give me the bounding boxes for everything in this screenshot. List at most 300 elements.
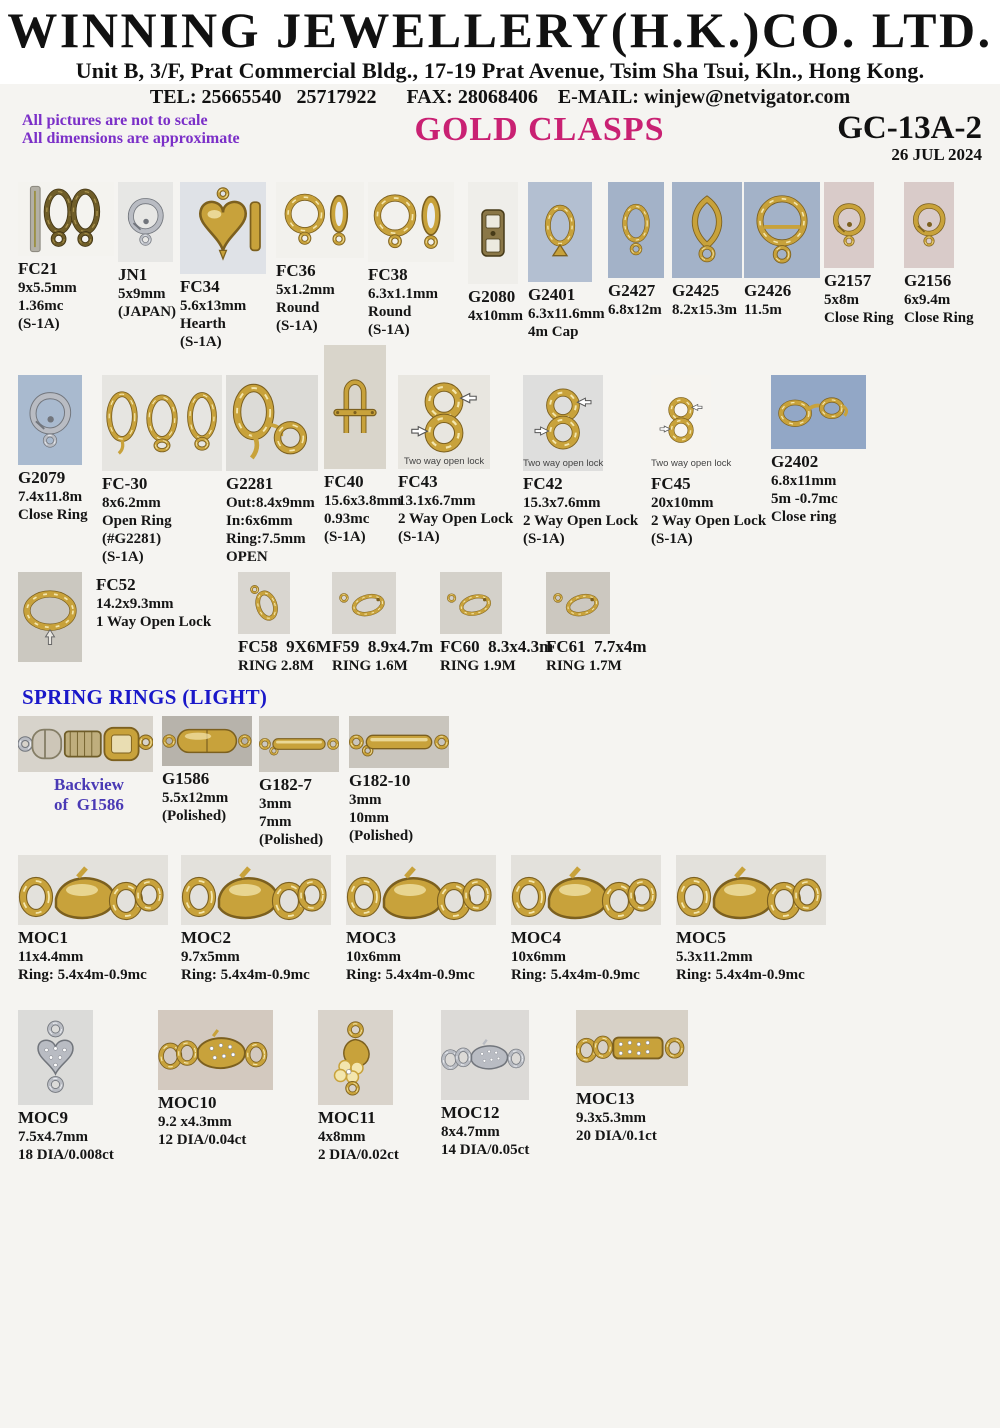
product-label bbox=[771, 449, 891, 526]
product-card-G2156 bbox=[904, 182, 982, 327]
product-photo bbox=[158, 1010, 273, 1090]
product-code: MOC4 bbox=[511, 928, 562, 947]
product-spec-line: Ring: 5.4x4m-0.9mc bbox=[676, 967, 805, 983]
product-spec-line: 11x4.4mm bbox=[18, 949, 84, 965]
product-spec-line: 20x10mm bbox=[651, 495, 714, 511]
product-spec-line: 4m Cap bbox=[528, 324, 579, 340]
product-photo bbox=[440, 572, 502, 634]
product-spec-line: RING 1.6M bbox=[332, 658, 408, 674]
note-line-1: All pictures are not to scale bbox=[22, 112, 208, 129]
barrel-icon bbox=[259, 716, 339, 772]
product-label bbox=[162, 766, 257, 825]
product-spec-line: Close ring bbox=[771, 509, 837, 525]
fig8-icon bbox=[651, 375, 732, 471]
product-code: G2156 bbox=[904, 271, 952, 290]
product-photo bbox=[523, 375, 603, 471]
product-card-FC60 bbox=[440, 572, 554, 675]
photo-caption: Two way open lock bbox=[523, 458, 604, 469]
product-card-MOC2 bbox=[181, 855, 346, 984]
product-card-G1586 bbox=[162, 716, 257, 825]
product-spec-line: 3mm bbox=[259, 796, 292, 812]
product-photo bbox=[18, 1010, 93, 1105]
product-code: G182-10 bbox=[349, 771, 411, 790]
product-spec-line: 5.3x11.2mm bbox=[676, 949, 753, 965]
product-label bbox=[440, 634, 554, 675]
product-card-G2401 bbox=[528, 182, 608, 341]
barrel-icon bbox=[349, 716, 449, 768]
product-photo bbox=[608, 182, 664, 278]
product-label bbox=[180, 274, 276, 351]
product-card-FC34 bbox=[180, 182, 276, 351]
product-photo bbox=[18, 375, 82, 465]
product-photo bbox=[18, 716, 153, 772]
product-spec-line: 7.5x4.7mm bbox=[18, 1129, 88, 1145]
product-code: FC52 bbox=[96, 575, 136, 594]
product-label bbox=[368, 262, 468, 339]
product-card-FC61 bbox=[546, 572, 647, 675]
round2-icon bbox=[368, 182, 454, 262]
ovalloop-icon bbox=[608, 182, 664, 278]
product-spec-line: Round bbox=[368, 304, 412, 320]
smallovh-icon bbox=[332, 572, 396, 634]
product-code: FC21 bbox=[18, 259, 58, 278]
note-line-2: All dimensions are approximate bbox=[22, 130, 240, 147]
product-spec-line: 14.2x9.3mm bbox=[96, 596, 174, 612]
product-card-FC21 bbox=[18, 182, 118, 333]
product-card-G2157 bbox=[824, 182, 904, 327]
photo-caption: Two way open lock bbox=[651, 458, 732, 469]
product-code: FC61 7.7x4m bbox=[546, 637, 647, 656]
product-spec-line: Close Ring bbox=[18, 507, 88, 523]
product-photo bbox=[276, 182, 364, 258]
product-code: FC36 bbox=[276, 261, 316, 280]
product-card-MOC11 bbox=[318, 1010, 441, 1164]
smallov-icon bbox=[238, 572, 290, 634]
product-label bbox=[96, 572, 211, 662]
product-spec-line: 13.1x6.7mm bbox=[398, 493, 476, 509]
lobrings-icon bbox=[676, 855, 826, 925]
product-spec-line: (S-1A) bbox=[324, 529, 366, 545]
product-label bbox=[511, 925, 676, 984]
product-photo bbox=[181, 855, 331, 925]
product-card-MOC9 bbox=[18, 1010, 158, 1164]
product-spec-line: Ring: 5.4x4m-0.9mc bbox=[18, 967, 147, 983]
product-photo bbox=[441, 1010, 529, 1100]
product-spec-line: (S-1A) bbox=[102, 549, 144, 565]
product-spec-line: 6.8x11mm bbox=[771, 473, 837, 489]
product-label bbox=[276, 258, 368, 335]
product-card-G2079 bbox=[18, 375, 102, 524]
product-code: FC34 bbox=[180, 277, 220, 296]
product-spec-line: 10x6mm bbox=[511, 949, 566, 965]
product-photo bbox=[332, 572, 396, 634]
marquise-icon bbox=[672, 182, 742, 278]
product-photo bbox=[528, 182, 592, 282]
product-spec-line: (S-1A) bbox=[368, 322, 410, 338]
product-spec-line: OPEN bbox=[226, 549, 268, 565]
product-code: JN1 bbox=[118, 265, 148, 284]
product-spec-line: (Polished) bbox=[259, 832, 324, 848]
product-spec-line: RING 1.7M bbox=[546, 658, 622, 674]
product-photo bbox=[349, 716, 449, 768]
company-name: WINNING JEWELLERY(H.K.)CO. LTD. bbox=[7, 2, 993, 58]
product-card-MOC10 bbox=[158, 1010, 318, 1149]
product-card-G182-10 bbox=[349, 716, 454, 845]
product-row-moc-1 bbox=[18, 855, 1000, 984]
product-spec-line: (S-1A) bbox=[18, 316, 60, 332]
product-spec-line: 15.3x7.6mm bbox=[523, 495, 601, 511]
product-card-G182-7 bbox=[259, 716, 347, 849]
product-code: MOC10 bbox=[158, 1093, 217, 1112]
product-label bbox=[744, 278, 824, 319]
product-code: G2401 bbox=[528, 285, 576, 304]
product-spec-line: 14 DIA/0.05ct bbox=[441, 1142, 530, 1158]
product-label bbox=[181, 925, 346, 984]
product-card-backview bbox=[18, 716, 160, 815]
page-title: GOLD CLASPS bbox=[414, 111, 665, 148]
product-spec-line: 5.6x13mm bbox=[180, 298, 247, 314]
product-code: F59 8.9x4.7m bbox=[332, 637, 434, 656]
product-spec-line: 2 Way Open Lock bbox=[651, 513, 767, 529]
product-photo bbox=[676, 855, 826, 925]
pavelob-icon bbox=[158, 1010, 273, 1090]
product-card-G2427 bbox=[608, 182, 672, 319]
product-spec-line: 9.7x5mm bbox=[181, 949, 240, 965]
product-photo bbox=[324, 345, 386, 469]
product-code: FC42 bbox=[523, 474, 563, 493]
product-spec-line: 2 Way Open Lock bbox=[398, 511, 514, 527]
ear3-icon bbox=[102, 375, 222, 471]
product-card-MOC13 bbox=[576, 1010, 696, 1145]
product-spec-line: 8x6.2mm bbox=[102, 495, 161, 511]
product-spec-line: 5.5x12mm bbox=[162, 790, 229, 806]
flowerlob-icon bbox=[318, 1010, 393, 1105]
product-label bbox=[324, 469, 402, 546]
product-card-JN1 bbox=[118, 182, 180, 321]
ovalbail-icon bbox=[528, 182, 592, 282]
lobster-icon bbox=[824, 182, 874, 268]
product-spec-line: 5m -0.7mc bbox=[771, 491, 838, 507]
product-spec-line: (JAPAN) bbox=[118, 304, 177, 320]
product-row-spring-rings bbox=[18, 716, 1000, 849]
product-photo bbox=[226, 375, 318, 471]
bar-icon bbox=[468, 182, 518, 284]
product-label bbox=[904, 268, 982, 327]
product-card-FC43 bbox=[398, 375, 523, 546]
product-card-FC38 bbox=[368, 182, 468, 339]
product-spec-line: 3mm bbox=[349, 792, 382, 808]
product-card-FC-30 bbox=[102, 375, 226, 566]
boxclasp-icon bbox=[162, 716, 252, 766]
toggle-icon bbox=[324, 345, 386, 469]
product-spec-line: 0.93mc bbox=[324, 511, 370, 527]
product-label bbox=[528, 282, 608, 341]
product-spec-line: (#G2281) bbox=[102, 531, 162, 547]
product-row-2 bbox=[18, 375, 1000, 566]
product-spec-line: Ring: 5.4x4m-0.9mc bbox=[346, 967, 475, 983]
product-photo bbox=[546, 572, 610, 634]
product-label bbox=[523, 471, 651, 548]
product-code: MOC3 bbox=[346, 928, 397, 947]
ear2-icon bbox=[226, 375, 318, 471]
product-spec-line: 12 DIA/0.04ct bbox=[158, 1132, 247, 1148]
company-address: Unit B, 3/F, Prat Commercial Bldg., 17-19 Prat Avenue, Tsim Sha Tsui, Kln., Hong Kong. bbox=[75, 58, 925, 83]
product-label bbox=[332, 634, 434, 675]
product-code: G2402 bbox=[771, 452, 819, 471]
product-card-MOC3 bbox=[346, 855, 511, 984]
product-spec-line: Open Ring bbox=[102, 513, 172, 529]
product-card-G2080 bbox=[468, 182, 528, 325]
product-label bbox=[672, 278, 744, 319]
product-code: G2080 bbox=[468, 287, 516, 306]
product-spec-line: 7.4x11.8m bbox=[18, 489, 83, 505]
product-photo bbox=[468, 182, 518, 284]
product-spec-line: RING 1.9M bbox=[440, 658, 516, 674]
product-label bbox=[102, 471, 226, 566]
product-spec-line: 6.3x1.1mm bbox=[368, 286, 438, 302]
product-spec-line: 6.8x12m bbox=[608, 302, 662, 318]
product-card-G2402 bbox=[771, 375, 891, 526]
product-photo bbox=[672, 182, 742, 278]
product-spec-line: 2 Way Open Lock bbox=[523, 513, 639, 529]
product-spec-line: 10x6mm bbox=[346, 949, 401, 965]
lobrings-icon bbox=[181, 855, 331, 925]
lobster-icon bbox=[118, 182, 173, 262]
page-header bbox=[0, 0, 1000, 84]
product-photo bbox=[180, 182, 266, 274]
product-spec-line: 1.36mc bbox=[18, 298, 64, 314]
product-code: MOC2 bbox=[181, 928, 232, 947]
product-spec-line: Ring: 5.4x4m-0.9mc bbox=[181, 967, 310, 983]
product-spec-line: 1 Way Open Lock bbox=[96, 614, 212, 630]
product-label bbox=[18, 1105, 158, 1164]
product-photo bbox=[368, 182, 454, 262]
product-spec-line: 15.6x3.8mm bbox=[324, 493, 402, 509]
section-heading-spring-rings: SPRING RINGS (LIGHT) bbox=[22, 685, 268, 709]
product-label bbox=[346, 925, 511, 984]
product-card-MOC12 bbox=[441, 1010, 576, 1159]
fig8-icon bbox=[398, 375, 490, 469]
product-spec-line: Close Ring bbox=[904, 310, 974, 326]
product-spec-line: 5x8m bbox=[824, 292, 859, 308]
product-spec-line: 20 DIA/0.1ct bbox=[576, 1128, 657, 1144]
fig8-icon bbox=[523, 375, 603, 471]
product-spec-line: 9.3x5.3mm bbox=[576, 1110, 646, 1126]
product-label bbox=[608, 278, 672, 319]
catalog-body bbox=[0, 182, 1000, 1164]
product-photo bbox=[118, 182, 173, 262]
product-code: G2281 bbox=[226, 474, 274, 493]
paveheart-icon bbox=[18, 1010, 93, 1105]
product-spec-line: Round bbox=[276, 300, 320, 316]
product-spec-line: 5x9mm bbox=[118, 286, 166, 302]
product-spec-line: 8.2x15.3m bbox=[672, 302, 737, 318]
product-spec-line: Close Ring bbox=[824, 310, 894, 326]
product-spec-line: In:6x6mm bbox=[226, 513, 293, 529]
product-label bbox=[259, 772, 347, 849]
product-card-MOC5 bbox=[676, 855, 826, 984]
product-code: MOC11 bbox=[318, 1108, 376, 1127]
product-row-1 bbox=[18, 182, 1000, 351]
product-spec-line: 2 DIA/0.02ct bbox=[318, 1147, 399, 1163]
product-code: FC58 9X6M bbox=[238, 637, 332, 656]
hoops-icon bbox=[18, 182, 114, 256]
smallovh-icon bbox=[440, 572, 502, 634]
boxback-icon bbox=[18, 716, 153, 772]
product-spec-line: (S-1A) bbox=[276, 318, 318, 334]
product-photo bbox=[904, 182, 954, 268]
product-spec-line: Out:8.4x9mm bbox=[226, 495, 315, 511]
product-label bbox=[576, 1086, 696, 1145]
product-spec-line: 5x1.2mm bbox=[276, 282, 335, 298]
product-card-G2281 bbox=[226, 375, 324, 566]
page-code-box bbox=[767, 112, 982, 164]
product-card-MOC4 bbox=[511, 855, 676, 984]
product-label bbox=[676, 925, 826, 984]
smallovh-icon bbox=[546, 572, 610, 634]
product-label bbox=[468, 284, 528, 325]
pavebar-icon bbox=[576, 1010, 688, 1086]
product-photo bbox=[18, 855, 168, 925]
product-spec-line: 6x9.4m bbox=[904, 292, 951, 308]
product-photo bbox=[744, 182, 820, 278]
product-photo bbox=[511, 855, 661, 925]
product-photo bbox=[102, 375, 222, 471]
product-card-FC45 bbox=[651, 375, 771, 548]
product-spec-line: 18 DIA/0.008ct bbox=[18, 1147, 114, 1163]
product-code: FC45 bbox=[651, 474, 691, 493]
product-photo bbox=[18, 182, 114, 256]
page-date: 26 JUL 2024 bbox=[891, 145, 982, 164]
product-code: MOC1 bbox=[18, 928, 69, 947]
product-photo bbox=[162, 716, 252, 766]
lobrings-icon bbox=[346, 855, 496, 925]
product-label bbox=[546, 634, 647, 675]
product-code: FC-30 bbox=[102, 474, 148, 493]
product-spec-line: 7mm bbox=[259, 814, 292, 830]
product-card-F59 bbox=[332, 572, 434, 675]
lobrings-icon bbox=[511, 855, 661, 925]
product-photo bbox=[576, 1010, 688, 1086]
product-code: FC38 bbox=[368, 265, 408, 284]
backview-caption-line: Backview bbox=[54, 775, 124, 794]
product-spec-line: Hearth bbox=[180, 316, 226, 332]
product-spec-line: (S-1A) bbox=[651, 531, 693, 547]
product-code: MOC5 bbox=[676, 928, 727, 947]
product-card-FC52 bbox=[18, 572, 224, 662]
product-photo bbox=[398, 375, 490, 469]
product-code: G182-7 bbox=[259, 775, 312, 794]
disclaimer-notes bbox=[22, 112, 312, 148]
page-code: GC-13A-2 bbox=[837, 110, 982, 146]
contact-line: TEL: 25665540 25717922 FAX: 28068406 E-MAIL: winjew@netvigator.com bbox=[149, 86, 851, 108]
product-label bbox=[226, 471, 324, 566]
product-spec-line: (S-1A) bbox=[180, 334, 222, 350]
product-label bbox=[238, 634, 332, 675]
product-card-MOC1 bbox=[18, 855, 181, 984]
product-label bbox=[441, 1100, 576, 1159]
product-label bbox=[18, 925, 181, 984]
product-photo bbox=[259, 716, 339, 772]
product-code: G1586 bbox=[162, 769, 210, 788]
product-code: G2079 bbox=[18, 468, 66, 487]
product-spec-line: 10mm bbox=[349, 810, 389, 826]
product-spec-line: RING 2.8M bbox=[238, 658, 314, 674]
product-label bbox=[18, 772, 160, 815]
product-card-FC40 bbox=[324, 375, 402, 546]
product-spec-line: (S-1A) bbox=[398, 529, 440, 545]
product-photo bbox=[651, 375, 732, 471]
product-code: MOC9 bbox=[18, 1108, 69, 1127]
product-photo bbox=[346, 855, 496, 925]
product-card-G2425 bbox=[672, 182, 744, 319]
product-spec-line: 6.3x11.6mm bbox=[528, 306, 605, 322]
product-label bbox=[349, 768, 454, 845]
product-card-FC42 bbox=[523, 375, 651, 548]
hookclasp-icon bbox=[771, 375, 866, 449]
product-spec-line: 9x5.5mm bbox=[18, 280, 77, 296]
product-photo bbox=[771, 375, 866, 449]
product-photo bbox=[318, 1010, 393, 1105]
product-card-FC58 bbox=[238, 572, 332, 675]
product-code: G2426 bbox=[744, 281, 792, 300]
photo-caption: Two way open lock bbox=[403, 456, 485, 467]
roundloop-icon bbox=[744, 182, 820, 278]
product-spec-line: 9.2 x4.3mm bbox=[158, 1114, 232, 1130]
product-spec-line: 11.5m bbox=[744, 302, 782, 318]
product-code: MOC13 bbox=[576, 1089, 635, 1108]
product-code: FC60 8.3x4.3m bbox=[440, 637, 554, 656]
lobster-icon bbox=[18, 375, 82, 465]
product-label bbox=[824, 268, 904, 327]
product-label bbox=[158, 1090, 318, 1149]
product-spec-line: Ring:7.5mm bbox=[226, 531, 306, 547]
bigoval-icon bbox=[18, 572, 82, 662]
product-label bbox=[18, 256, 118, 333]
product-photo bbox=[238, 572, 290, 634]
product-code: G2157 bbox=[824, 271, 872, 290]
product-photo bbox=[18, 572, 82, 662]
product-label bbox=[318, 1105, 441, 1164]
heart-icon bbox=[180, 182, 266, 274]
product-spec-line: (Polished) bbox=[162, 808, 227, 824]
product-spec-line: 8x4.7mm bbox=[441, 1124, 500, 1140]
round2-icon bbox=[276, 182, 364, 258]
product-spec-line: (Polished) bbox=[349, 828, 414, 844]
product-row-moc-2 bbox=[18, 1010, 1000, 1164]
product-label bbox=[18, 465, 102, 524]
lobster-icon bbox=[904, 182, 954, 268]
backview-caption-line: of G1586 bbox=[54, 795, 124, 814]
product-code: FC40 bbox=[324, 472, 364, 491]
product-label bbox=[398, 469, 523, 546]
product-code: G2425 bbox=[672, 281, 720, 300]
lobrings-icon bbox=[18, 855, 168, 925]
product-spec-line: (S-1A) bbox=[523, 531, 565, 547]
product-spec-line: 4x8mm bbox=[318, 1129, 366, 1145]
product-row-3 bbox=[18, 572, 1000, 675]
product-spec-line: Ring: 5.4x4m-0.9mc bbox=[511, 967, 640, 983]
product-code: MOC12 bbox=[441, 1103, 500, 1122]
product-code: G2427 bbox=[608, 281, 656, 300]
product-photo bbox=[824, 182, 874, 268]
product-label bbox=[118, 262, 180, 321]
meta-row bbox=[0, 110, 1000, 170]
product-spec-line: 4x10mm bbox=[468, 308, 523, 324]
product-card-G2426 bbox=[744, 182, 824, 319]
product-card-FC36 bbox=[276, 182, 368, 335]
pavelob-icon bbox=[441, 1010, 529, 1100]
